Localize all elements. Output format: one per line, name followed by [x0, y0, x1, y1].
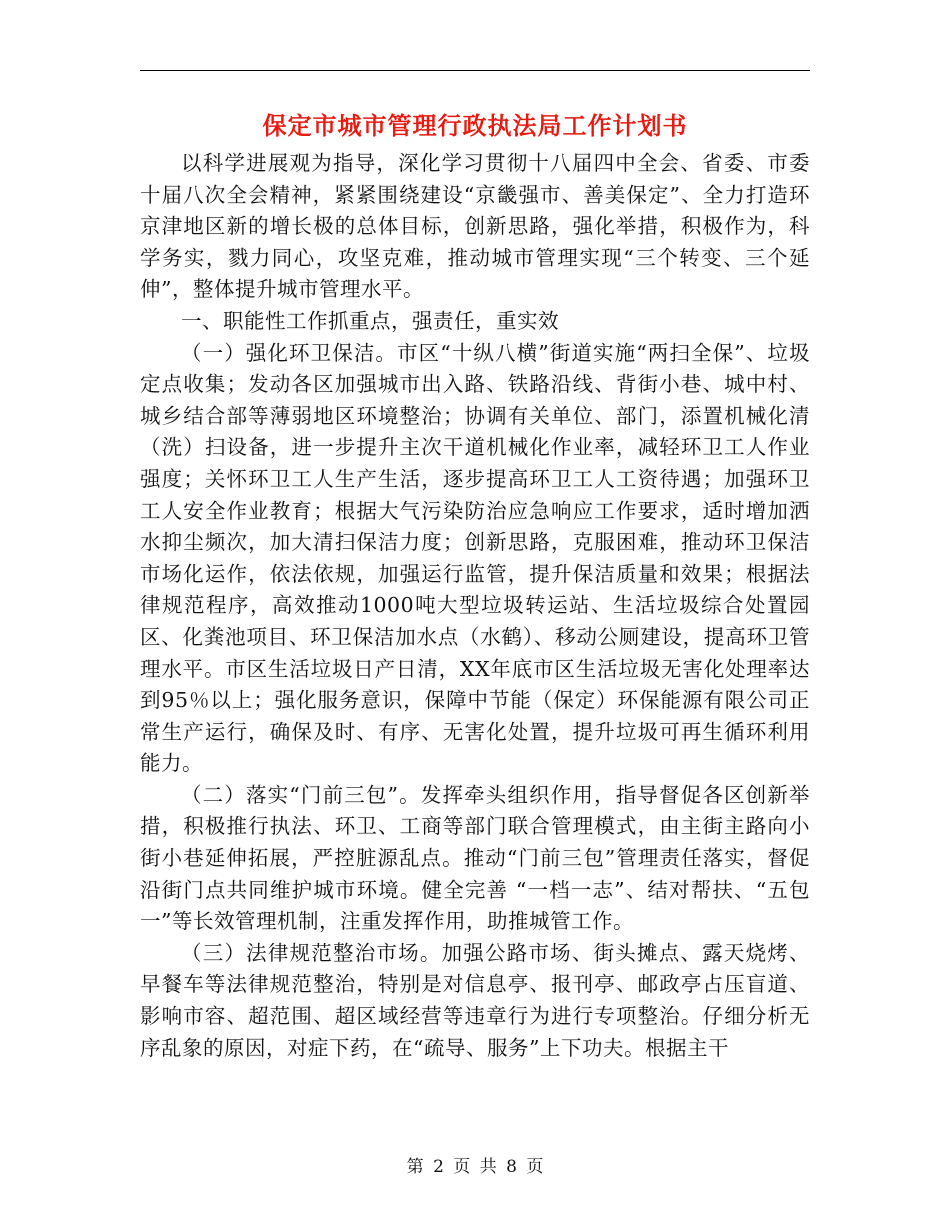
header-rule: [140, 70, 810, 71]
section-heading: 一、职能性工作抓重点，强责任，重实效: [181, 308, 559, 333]
intro-paragraph: 以科学进展观为指导，深化学习贯彻十八届四中全会、省委、市委十届八次全会精神，紧紧围绕建设“京畿强市、善美保定”、全力打造环京津地区新的增长极的总体目标，创新思路，强化举措，积极作为，科学务实，戮力同心，攻坚克难，推动城市管理实现“三个转变、三个延伸”，整体提升城市管理水平。: [140, 151, 810, 302]
subsection-paragraph-3: （三）法律规范整治市场。加强公路市场、街头摊点、露天烧烤、早餐车等法律规范整治，特别是对信息亭、报刊亭、邮政亭占压盲道、影响市容、超范围、超区域经营等违章行为进行专项整治。仔细分析无序乱象的原因，对症下药，在“疏导、服务”上下功夫。根据主干: [140, 940, 810, 1060]
document-title: 保定市城市管理行政执法局工作计划书: [262, 111, 688, 140]
subsection-paragraph-2: （二）落实“门前三包”。发挥牵头组织作用，指导督促各区创新举措，积极推行执法、环卫、工商等部门联合管理模式，由主街主路向小街小巷延伸拓展，严控脏源乱点。推动“门前三包”管理责任落实，督促沿街门点共同维护城市环境。健全完善 “一档一志”、结对帮扶、“五包一”等长效管理机制，注重发挥作用，助推城管工作。: [140, 782, 810, 934]
page-number-footer: 第 2 页 共 8 页: [406, 1157, 544, 1177]
subsection-paragraph-1: （一）强化环卫保洁。市区“十纵八横”街道实施“两扫全保”、垃圾定点收集；发动各区加强城市出入路、铁路沿线、背街小巷、城中村、城乡结合部等薄弱地区环境整治；协调有关单位、部门，添置机械化清（洗）扫设备，进一步提升主次干道机械化作业率，减轻环卫工人作业强度；关怀环卫工人生产生活，逐步提高环卫工人工资待遇；加强环卫工人安全作业教育；根据大气污染防治应急响应工作要求，适时增加洒水抑尘频次，加大清扫保洁力度；创新思路，克服困难，推动环卫保洁市场化运作，依法依规，加强运行监管，提升保洁质量和效果；根据法律规范程序，高效推动1000吨大型垃圾转运站、生活垃圾综合处置园区、化粪池项目、环卫保洁加水点（水鹤）、移动公厕建设，提高环卫管理水平。市区生活垃圾日产日清，XX年底市区生活垃圾无害化处理率达到95％以上；强化服务意识，保障中节能（保定）环保能源有限公司正常生产运行，确保及时、有序、无害化处置，提升垃圾可再生循环利用能力。: [140, 340, 810, 776]
document-body: [140, 148, 810, 1064]
